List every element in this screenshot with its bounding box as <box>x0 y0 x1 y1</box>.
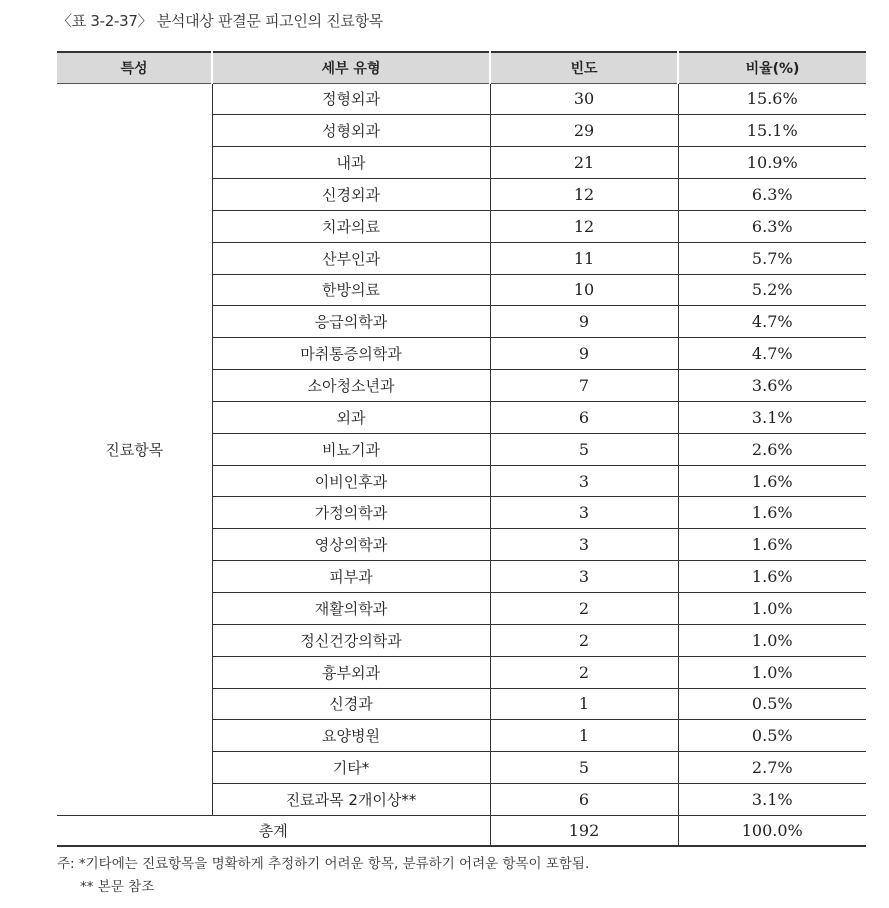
table-body <box>57 83 866 846</box>
footnote-1: 주: *기타에는 진료항목을 명확하게 추정하기 어려운 항목, 분류하기 어려운 항목이 포함됨. <box>57 856 590 872</box>
subtype-cell: 기타* <box>212 752 490 784</box>
ratio-cell: 3.6% <box>678 370 866 402</box>
ratio-cell: 1.6% <box>678 465 866 497</box>
frequency-cell: 9 <box>490 306 678 338</box>
ratio-cell: 4.7% <box>678 306 866 338</box>
ratio-cell: 5.2% <box>678 274 866 306</box>
subtype-cell: 재활의학과 <box>212 593 490 625</box>
ratio-cell: 1.6% <box>678 529 866 561</box>
ratio-cell: 3.1% <box>678 401 866 433</box>
ratio-cell: 3.1% <box>678 784 866 816</box>
ratio-cell: 4.7% <box>678 338 866 370</box>
subtype-cell: 응급의학과 <box>212 306 490 338</box>
frequency-cell: 3 <box>490 561 678 593</box>
table-row <box>57 83 866 115</box>
frequency-cell: 21 <box>490 147 678 179</box>
frequency-cell: 12 <box>490 210 678 242</box>
frequency-cell: 29 <box>490 115 678 147</box>
subtype-cell: 마취통증의학과 <box>212 338 490 370</box>
frequency-cell: 3 <box>490 465 678 497</box>
frequency-cell: 5 <box>490 433 678 465</box>
frequency-cell: 3 <box>490 497 678 529</box>
subtype-cell: 치과의료 <box>212 210 490 242</box>
frequency-cell: 30 <box>490 83 678 115</box>
subtype-cell: 가정의학과 <box>212 497 490 529</box>
subtype-cell: 요양병원 <box>212 720 490 752</box>
ratio-cell: 2.7% <box>678 752 866 784</box>
frequency-cell: 1 <box>490 688 678 720</box>
ratio-cell: 1.0% <box>678 624 866 656</box>
frequency-cell: 10 <box>490 274 678 306</box>
ratio-cell: 2.6% <box>678 433 866 465</box>
frequency-cell: 2 <box>490 593 678 625</box>
frequency-cell: 1 <box>490 720 678 752</box>
subtype-cell: 외과 <box>212 401 490 433</box>
ratio-cell: 0.5% <box>678 688 866 720</box>
total-row <box>57 815 866 846</box>
frequency-cell: 11 <box>490 242 678 274</box>
category-cell: 진료항목 <box>57 83 212 815</box>
subtype-cell: 비뇨기과 <box>212 433 490 465</box>
subtype-cell: 진료과목 2개이상** <box>212 784 490 816</box>
subtype-cell: 산부인과 <box>212 242 490 274</box>
ratio-cell: 15.1% <box>678 115 866 147</box>
subtype-cell: 이비인후과 <box>212 465 490 497</box>
total-ratio: 100.0% <box>678 815 866 846</box>
header-frequency: 빈도 <box>490 52 678 83</box>
frequency-cell: 12 <box>490 179 678 211</box>
header-characteristic: 특성 <box>57 52 212 83</box>
subtype-cell: 정형외과 <box>212 83 490 115</box>
subtype-cell: 성형외과 <box>212 115 490 147</box>
ratio-cell: 5.7% <box>678 242 866 274</box>
footnote-2: ** 본문 참조 <box>80 879 155 895</box>
subtype-cell: 영상의학과 <box>212 529 490 561</box>
frequency-cell: 7 <box>490 370 678 402</box>
ratio-cell: 1.6% <box>678 497 866 529</box>
treatment-table <box>57 51 866 847</box>
subtype-cell: 내과 <box>212 147 490 179</box>
frequency-cell: 5 <box>490 752 678 784</box>
subtype-cell: 정신건강의학과 <box>212 624 490 656</box>
subtype-cell: 신경외과 <box>212 179 490 211</box>
frequency-cell: 2 <box>490 656 678 688</box>
ratio-cell: 1.6% <box>678 561 866 593</box>
ratio-cell: 1.0% <box>678 593 866 625</box>
ratio-cell: 10.9% <box>678 147 866 179</box>
table-caption: 〈표 3-2-37〉 분석대상 판결문 피고인의 진료항목 <box>57 12 383 30</box>
ratio-cell: 6.3% <box>678 179 866 211</box>
total-label: 총계 <box>57 815 490 846</box>
header-row <box>57 52 866 83</box>
frequency-cell: 9 <box>490 338 678 370</box>
ratio-cell: 15.6% <box>678 83 866 115</box>
frequency-cell: 2 <box>490 624 678 656</box>
ratio-cell: 0.5% <box>678 720 866 752</box>
header-ratio: 비율(%) <box>678 52 866 83</box>
subtype-cell: 한방의료 <box>212 274 490 306</box>
ratio-cell: 1.0% <box>678 656 866 688</box>
header-subtype: 세부 유형 <box>212 52 490 83</box>
frequency-cell: 6 <box>490 784 678 816</box>
ratio-cell: 6.3% <box>678 210 866 242</box>
total-frequency: 192 <box>490 815 678 846</box>
frequency-cell: 3 <box>490 529 678 561</box>
subtype-cell: 피부과 <box>212 561 490 593</box>
subtype-cell: 소아청소년과 <box>212 370 490 402</box>
subtype-cell: 흉부외과 <box>212 656 490 688</box>
subtype-cell: 신경과 <box>212 688 490 720</box>
frequency-cell: 6 <box>490 401 678 433</box>
